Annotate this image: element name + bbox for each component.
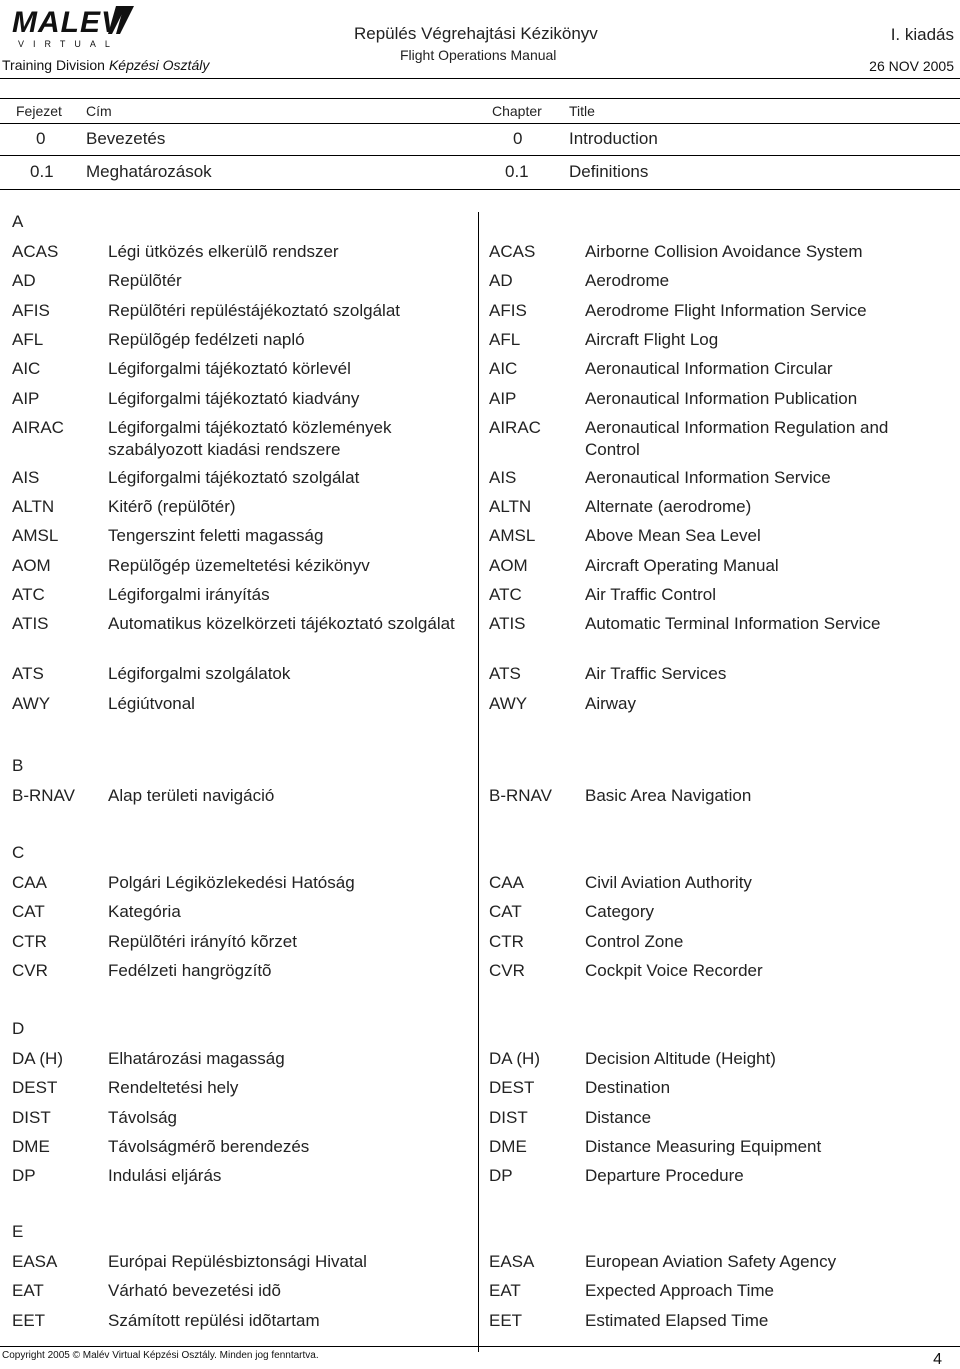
glossary-term-en: Automatic Terminal Information Service (585, 614, 881, 634)
glossary-abbr-hu: DA (H) (12, 1049, 63, 1068)
toc-row-title-en: Introduction (569, 129, 658, 148)
issue-date: 26 NOV 2005 (869, 58, 954, 74)
toc-row-title-hu: Bevezetés (86, 129, 166, 148)
glossary-term-en: Distance Measuring Equipment (585, 1136, 822, 1156)
glossary-abbr-en: CVR (489, 960, 525, 980)
section-letter: E (12, 1222, 24, 1241)
glossary-abbr-en: AOM (489, 555, 528, 575)
glossary-abbr-en: DME (489, 1136, 527, 1156)
glossary-term-en: Aeronautical Information Circular (585, 359, 833, 379)
glossary-abbr-hu: ALTN (12, 497, 55, 517)
glossary-abbr-en: AFL (489, 329, 521, 349)
glossary-abbr-en: ACAS (489, 242, 536, 261)
glossary-term-hu: Repülõgép fedélzeti napló (108, 329, 305, 349)
section-letter: D (12, 1019, 25, 1038)
toc-header-chapter: Chapter (492, 103, 542, 119)
glossary-abbr-en: DA (H) (489, 1049, 540, 1068)
toc-row-chapter-en: 0.1 (505, 162, 529, 181)
glossary-abbr-en: AIS (489, 467, 517, 487)
glossary-term-hu: Légiforgalmi tájékoztató szolgálat (108, 467, 360, 487)
glossary-abbr-hu: AD (12, 271, 36, 291)
footer-rule (0, 1346, 960, 1347)
division-en: Training Division (2, 57, 105, 73)
glossary-term-en: Category (585, 902, 654, 922)
section-letter: C (12, 843, 25, 862)
glossary-term-hu: Várható bevezetési idõ (108, 1281, 281, 1301)
glossary-term-hu: Tengerszint feletti magasság (108, 526, 324, 546)
division (2, 57, 209, 73)
glossary-term-en: Destination (585, 1078, 671, 1098)
glossary-term-hu: Számított repülési idõtartam (108, 1310, 320, 1330)
glossary-abbr-hu: AWY (12, 693, 51, 713)
glossary-abbr-hu: ATC (12, 585, 45, 604)
glossary-term-en: Expected Approach Time (585, 1281, 775, 1301)
glossary-abbr-hu: B-RNAV (12, 786, 75, 805)
glossary-term-hu: Repülõtéri repüléstájékoztató szolgálat (108, 300, 401, 320)
glossary-term-hu: Indulási eljárás (108, 1166, 222, 1186)
glossary-term-hu: Kategória (108, 902, 181, 922)
glossary-abbr-en: ATIS (489, 614, 526, 634)
glossary-abbr-en: ALTN (489, 497, 532, 517)
toc-row-title-hu: Meghatározások (86, 162, 212, 181)
glossary-term-en: European Aviation Safety Agency (585, 1252, 837, 1271)
glossary-term-hu: Légiforgalmi irányítás (108, 585, 270, 604)
glossary-abbr-hu: ATS (12, 664, 44, 684)
manual-title: Repülés Végrehajtási Kézikönyv (354, 24, 598, 43)
manual-subtitle: Flight Operations Manual (400, 47, 557, 63)
glossary-abbr-hu: AIC (12, 359, 41, 379)
glossary-term-en: Air Traffic Services (585, 664, 727, 684)
glossary-abbr-en: DP (489, 1166, 513, 1186)
glossary-term-en: Aerodrome Flight Information Service (585, 300, 867, 320)
glossary-abbr-hu: AMSL (12, 526, 59, 546)
division-hu: Képzési Osztály (108, 57, 210, 73)
glossary-term-en: Aeronautical Information Service (585, 467, 831, 487)
glossary-abbr-en: EET (489, 1310, 523, 1330)
glossary-abbr-hu: AIRAC (12, 417, 64, 437)
glossary-abbr-hu: EAT (12, 1281, 44, 1301)
glossary-abbr-hu: AIP (12, 388, 40, 408)
glossary-term-en: Aeronautical Information Publication (585, 388, 858, 408)
glossary-term-hu: Európai Repülésbiztonsági Hivatal (108, 1252, 367, 1271)
glossary-abbr-en: CTR (489, 931, 524, 951)
glossary-term-hu: Légiforgalmi tájékoztató körlevél (108, 359, 351, 379)
glossary-term-en: Departure Procedure (585, 1166, 744, 1186)
glossary-term-en: Aerodrome (585, 271, 670, 291)
glossary-abbr-hu: CTR (12, 931, 47, 951)
section-letter: B (12, 756, 24, 775)
toc-header-title: Title (569, 103, 595, 119)
toc-header-fejezet: Fejezet (16, 103, 62, 119)
header-rule (0, 78, 960, 79)
glossary-term-en: Basic Area Navigation (585, 786, 752, 805)
glossary-term-hu: Rendeltetési hely (108, 1078, 239, 1098)
glossary-term-hu: Alap területi navigáció (108, 786, 275, 805)
glossary-term-en: Cockpit Voice Recorder (585, 960, 763, 980)
glossary-term-en: Aircraft Flight Log (585, 329, 719, 349)
glossary-abbr-hu: ATIS (12, 614, 49, 634)
glossary-term-hu: Légi ütközés elkerülõ rendszer (108, 242, 339, 261)
glossary-term-en: Above Mean Sea Level (585, 526, 761, 546)
glossary-term-hu: Fedélzeti hangrögzítõ (108, 960, 272, 980)
glossary-abbr-en: DIST (489, 1107, 528, 1127)
copyright: Copyright 2005 © Malév Virtual Képzési Osztály. Minden jog fenntartva. (2, 1350, 319, 1361)
glossary-abbr-en: AMSL (489, 526, 536, 546)
logo-subtext: VIRTUAL (18, 39, 119, 49)
glossary-abbr-en: AIC (489, 359, 518, 379)
glossary-abbr-hu: CAA (12, 873, 47, 892)
glossary-term-en: Aeronautical Information Regulation and Control (585, 417, 889, 459)
glossary-term-en: Estimated Elapsed Time (585, 1310, 769, 1330)
glossary-term-hu: Repülõtér (108, 271, 182, 291)
glossary-term-en: Control Zone (585, 931, 684, 951)
toc-rule-bottom (0, 189, 960, 190)
glossary-abbr-hu: AIS (12, 467, 40, 487)
glossary-term-en: Alternate (aerodrome) (585, 497, 752, 517)
edition: I. kiadás (890, 25, 954, 44)
toc-header-cim: Cím (86, 103, 112, 119)
glossary-abbr-hu: DEST (12, 1078, 58, 1098)
glossary-term-en: Civil Aviation Authority (585, 873, 752, 892)
glossary-abbr-hu: AFL (12, 329, 44, 349)
glossary-term-hu: Polgári Légiközlekedési Hatóság (108, 873, 355, 892)
glossary-term-hu: Légiforgalmi tájékoztató kiadvány (108, 388, 360, 408)
glossary-abbr-en: AIRAC (489, 417, 541, 437)
page-number: 4 (933, 1351, 942, 1368)
glossary-term-hu: Légiforgalmi szolgálatok (108, 664, 291, 684)
glossary-abbr-hu: DME (12, 1136, 50, 1156)
glossary-term-en: Distance (585, 1107, 652, 1127)
column-divider (478, 212, 479, 1352)
glossary-term-hu: Távolságmérõ berendezés (108, 1136, 310, 1156)
glossary-abbr-hu: AOM (12, 555, 51, 575)
glossary-abbr-hu: CVR (12, 960, 48, 980)
glossary-term-en: Decision Altitude (Height) (585, 1049, 776, 1068)
glossary-term-en: Airborne Collision Avoidance System (585, 242, 863, 261)
glossary-abbr-hu: CAT (12, 902, 45, 922)
glossary-abbr-hu: DP (12, 1166, 36, 1186)
glossary-term-hu: Távolság (108, 1107, 177, 1127)
glossary-abbr-en: EASA (489, 1252, 535, 1271)
glossary-term-en: Air Traffic Control (585, 585, 717, 604)
glossary-term-hu: Légiútvonal (108, 693, 195, 713)
glossary-abbr-en: ATC (489, 585, 522, 604)
glossary-abbr-en: AIP (489, 388, 517, 408)
toc-rule-2 (0, 155, 960, 156)
glossary-abbr-en: CAT (489, 902, 522, 922)
section-letter: A (12, 212, 24, 231)
glossary-abbr-hu: EASA (12, 1252, 58, 1271)
glossary-abbr-en: EAT (489, 1281, 521, 1301)
glossary-abbr-hu: AFIS (12, 300, 50, 320)
glossary-term-hu: Kitérõ (repülõtér) (108, 497, 236, 517)
glossary-term-hu: Elhatározási magasság (108, 1049, 285, 1068)
glossary-abbr-en: AD (489, 271, 513, 291)
toc-rule-top (0, 98, 960, 99)
glossary-abbr-en: AFIS (489, 300, 527, 320)
glossary-term-hu: Repülõtéri irányító kõrzet (108, 931, 297, 951)
glossary-abbr-en: B-RNAV (489, 786, 552, 805)
logo-wordmark: MALEV (12, 6, 122, 39)
glossary-abbr-en: ATS (489, 664, 521, 684)
glossary-abbr-hu: ACAS (12, 242, 59, 261)
glossary-term-hu: Légiforgalmi tájékoztató közlemények szabályozott kiadási rendszere (108, 417, 392, 459)
glossary-term-en: Airway (585, 693, 637, 713)
toc-row-chapter: 0 (36, 129, 46, 148)
toc-row-chapter: 0.1 (30, 162, 54, 181)
toc-rule-1 (0, 123, 960, 124)
glossary-abbr-en: CAA (489, 873, 524, 892)
glossary-term-hu: Repülõgép üzemeltetési kézikönyv (108, 555, 370, 575)
glossary-term-en: Aircraft Operating Manual (585, 555, 779, 575)
glossary-abbr-en: DEST (489, 1078, 535, 1098)
glossary-abbr-hu: EET (12, 1310, 46, 1330)
toc-row-title-en: Definitions (569, 162, 649, 181)
glossary-abbr-en: AWY (489, 693, 528, 713)
glossary-abbr-hu: DIST (12, 1107, 51, 1127)
glossary-term-hu: Automatikus közelkörzeti tájékoztató szolgálat (108, 614, 455, 634)
toc-row-chapter-en: 0 (513, 129, 523, 148)
